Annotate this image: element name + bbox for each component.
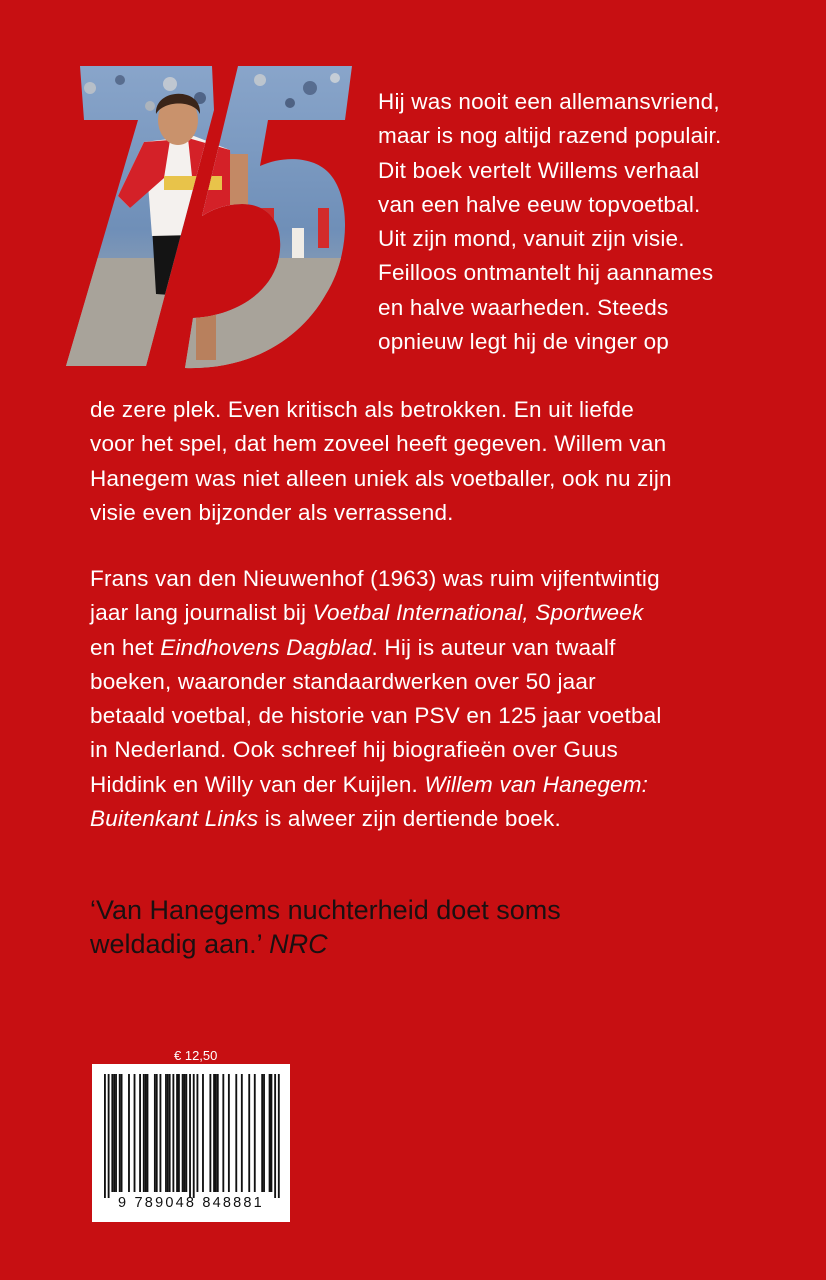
barcode-bar <box>235 1074 237 1192</box>
barcode-bar <box>241 1074 243 1192</box>
isbn-number: 9 789048 848881 <box>118 1195 264 1211</box>
barcode-bar <box>278 1074 280 1198</box>
blurb-line: Uit zijn mond, vanuit zijn visie. <box>378 226 685 252</box>
barcode-bar <box>154 1074 156 1192</box>
barcode-bar <box>213 1074 215 1192</box>
barcode-bar <box>119 1074 121 1192</box>
barcode-bar <box>178 1074 180 1192</box>
bio-line: Frans van den Nieuwenhof (1963) was ruim vijfentwintig <box>90 566 660 591</box>
blurb-line: Dit boek vertelt Willems verhaal <box>378 157 700 183</box>
barcode-bar <box>254 1074 256 1192</box>
barcode-bar <box>185 1074 187 1192</box>
barcode-bar <box>184 1074 186 1192</box>
bio-line <box>90 802 662 836</box>
barcode-bar <box>193 1074 195 1198</box>
barcode-bar <box>147 1074 149 1192</box>
blurb-line: van een halve eeuw topvoetbal. <box>378 191 701 217</box>
barcode-bar <box>269 1074 271 1192</box>
bio-text: Hiddink en Willy van der Kuijlen. <box>90 771 425 797</box>
barcode-bar <box>143 1074 145 1192</box>
blurb-line: opnieuw legt hij de vinger op <box>378 329 669 355</box>
book-title: Willem van Hanegem: <box>424 771 649 797</box>
barcode-bar <box>128 1074 130 1192</box>
quote-line <box>90 927 561 961</box>
bio-line: in Nederland. Ook schreef hij biografieën over Guus <box>90 737 618 763</box>
barcode-bar <box>248 1074 250 1192</box>
barcode-bar <box>261 1074 263 1192</box>
barcode-bar <box>215 1074 217 1192</box>
blurb-line: Feilloos ontmantelt hij aannames <box>378 260 714 286</box>
blurb-line: Hanegem was niet alleen uniek als voetballer, ook nu zijn <box>90 465 672 491</box>
bio-line: boeken, waaronder standaardwerken over 50 jaar <box>90 668 596 694</box>
bio-text: en het <box>90 634 161 660</box>
barcode-bar <box>172 1074 174 1192</box>
bio-line <box>90 596 662 630</box>
bio-text: . Hij is auteur van twaalf <box>371 634 616 660</box>
quote-text: weldadig aan.’ <box>90 929 270 959</box>
press-quote <box>90 893 561 961</box>
barcode-bar <box>197 1074 199 1192</box>
barcode-bar <box>182 1074 184 1192</box>
blurb-line: de zere plek. Even kritisch als betrokken. En uit liefde <box>90 397 634 422</box>
barcode-bar <box>169 1074 171 1192</box>
barcode-bar <box>121 1074 123 1192</box>
blurb-line: maar is nog altijd razend populair. <box>378 123 722 149</box>
author-bio <box>90 562 662 836</box>
barcode-bar <box>274 1074 276 1198</box>
barcode-bar <box>115 1074 117 1192</box>
barcode-bar <box>160 1074 162 1192</box>
bio-line: betaald voetbal, de historie van PSV en 125 jaar voetbal <box>90 703 662 729</box>
barcode-bar <box>263 1074 265 1192</box>
bio-text: jaar lang journalist bij <box>90 600 313 626</box>
quote-line: ‘Van Hanegems nuchterheid doet soms <box>90 895 561 925</box>
barcode-bar <box>189 1074 191 1198</box>
barcode-bar <box>271 1074 273 1192</box>
barcode-bar <box>108 1074 110 1198</box>
barcode-bar <box>156 1074 158 1192</box>
barcode-bar <box>222 1074 224 1192</box>
cover-photo-75 <box>60 58 360 370</box>
barcode-bar <box>176 1074 178 1192</box>
barcode-bar <box>209 1074 211 1192</box>
bio-line <box>90 631 662 665</box>
blurb-line: Hij was nooit een allemansvriend, <box>378 89 720 114</box>
barcode-bar <box>217 1074 219 1192</box>
book-title: Buitenkant Links <box>90 806 259 832</box>
blurb-continued <box>90 393 672 530</box>
barcode-bar <box>165 1074 167 1192</box>
barcode-bar <box>228 1074 230 1192</box>
blurb-line: en halve waarheden. Steeds <box>378 294 669 320</box>
barcode-bar <box>167 1074 169 1192</box>
blurb-line: voor het spel, dat hem zoveel heeft gegeven. Willem van <box>90 431 667 457</box>
bio-line <box>90 768 662 802</box>
barcode <box>92 1064 290 1222</box>
barcode-bar <box>145 1074 147 1192</box>
barcode-bar <box>134 1074 136 1192</box>
barcode-bar <box>202 1074 204 1192</box>
barcode-bar <box>111 1074 113 1192</box>
blurb-intro <box>378 85 721 359</box>
blurb-line: visie even bijzonder als verrassend. <box>90 499 454 525</box>
barcode-bar <box>139 1074 141 1192</box>
barcode-bar <box>113 1074 115 1192</box>
newspaper-title: Eindhovens Dagblad <box>160 634 372 660</box>
bio-text: is alweer zijn dertiende boek. <box>258 806 561 832</box>
magazine-titles: Voetbal International, Sportweek <box>312 600 644 626</box>
price-label: € 12,50 <box>174 1048 218 1063</box>
quote-source: NRC <box>269 929 328 959</box>
barcode-bar <box>104 1074 106 1198</box>
